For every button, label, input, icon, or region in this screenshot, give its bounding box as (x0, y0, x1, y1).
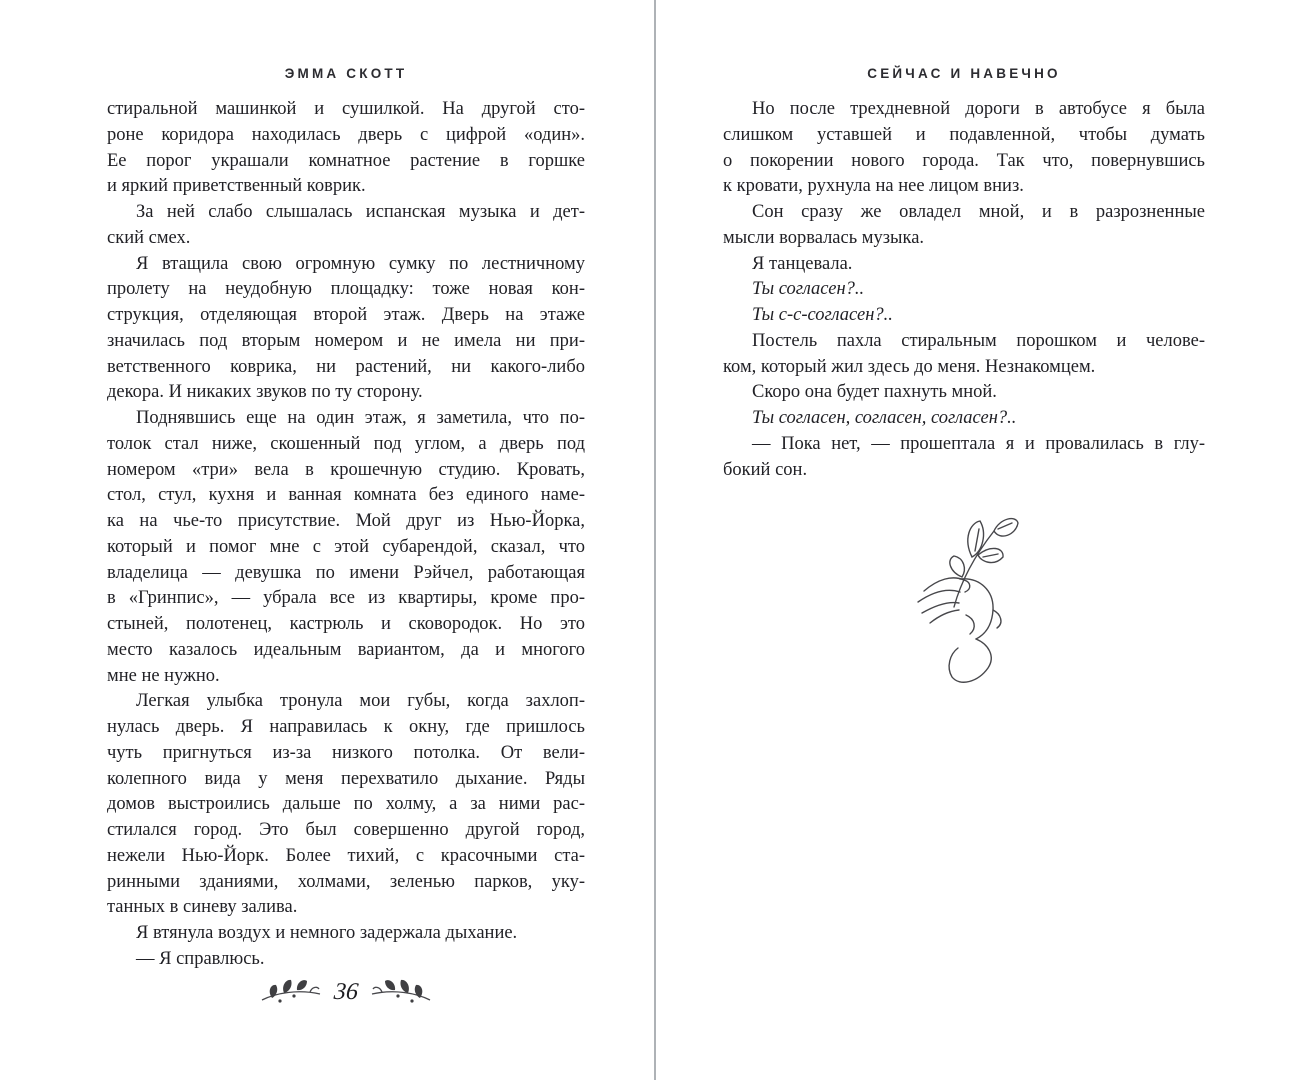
text-line: танных в синеву залива. (107, 897, 298, 918)
right-page-header-title: СЕЙЧАС И НАВЕЧНО (867, 66, 1061, 81)
text-line: который и помог мне с этой субарендой, сказал, что (107, 536, 585, 557)
page-number: 36 (332, 978, 360, 1005)
text-line: Я втащила свою огромную сумку по лестничному (136, 253, 585, 274)
text-line: ринными зданиями, холмами, зеленью парков, уку- (107, 871, 585, 892)
text-line: место казалось идеальным вариантом, да и многого (107, 639, 585, 660)
text-line: колепного вида у меня перехватило дыхание. Ряды (107, 768, 585, 789)
text-line: Ее порог украшали комнатное растение в горшке (107, 150, 585, 171)
text-line: слишком уставшей и подавленной, чтобы думать (723, 124, 1205, 145)
floral-ornament-right-icon (370, 977, 432, 1007)
text-line: к кровати, рухнула на нее лицом вниз. (723, 176, 1024, 197)
text-line: Ты согласен?.. (752, 279, 865, 300)
left-page-header-author: ЭММА СКОТТ (284, 66, 408, 81)
text-line: За ней слабо слышалась испанская музыка и дет- (136, 202, 585, 222)
text-line: ком, который жил здесь до меня. Незнакомцем. (723, 356, 1096, 377)
text-line: Но после трехдневной дороги в автобусе я была (752, 99, 1205, 119)
text-line: значилась под вторым номером и не имела ни при- (107, 330, 585, 351)
text-line: струкция, отделяющая второй этаж. Дверь на этаже (107, 305, 585, 325)
text-line: ка на чье-то присутствие. Мой друг из Нью-Йорка, (107, 511, 585, 531)
text-line: пролету на неудобную площадку: тоже новая кон- (107, 279, 585, 300)
text-line: бокий сон. (723, 459, 808, 480)
text-line: Я втянула воздух и немного задержала дыхание. (136, 923, 518, 943)
text-line: и яркий приветственный коврик. (107, 176, 366, 197)
text-line: стиральной машинкой и сушилкой. На другой сто- (107, 99, 585, 119)
text-line: чуть пригнуться из-за низкого потолка. От вели- (107, 742, 585, 763)
text-line: мне не нужно. (107, 665, 220, 686)
text-line: Я танцевала. (752, 253, 853, 274)
text-line: Легкая улыбка тронула мои губы, когда захлоп- (136, 691, 585, 712)
text-line: роне коридора находилась дверь с цифрой «один». (107, 124, 585, 145)
text-line: Скоро она будет пахнуть мной. (752, 382, 997, 403)
left-page-text (107, 97, 585, 973)
text-line: Постель пахла стиральным порошком и челове- (752, 330, 1205, 351)
text-line: ветственного коврика, ни растений, ни какого-либо (107, 356, 585, 377)
text-line: Ты согласен, согласен, согласен?.. (752, 408, 1017, 428)
hand-with-branch-icon (908, 515, 1020, 695)
text-line: ский смех. (107, 227, 191, 248)
text-line: нежели Нью-Йорк. Более тихий, с красочными ста- (107, 845, 585, 866)
text-line: домов выстроились дальше по холму, а за ними рас- (107, 794, 585, 815)
text-line: декора. И никаких звуков по ту сторону. (107, 382, 423, 403)
left-page-footer (107, 977, 585, 1007)
text-line: стыней, полотенец, кастрюль и сковородок. Но это (107, 614, 585, 634)
text-line: стилался город. Это был совершенно другой город, (107, 820, 585, 840)
text-line: — Я справлюсь. (136, 948, 265, 969)
text-line: владелица — девушка по имени Рэйчел, работающая (107, 562, 585, 583)
floral-ornament-left-icon (260, 977, 322, 1007)
text-line: стол, стул, кухня и ванная комната без единого наме- (107, 485, 585, 506)
text-line: Поднявшись еще на один этаж, я заметила, что по- (136, 408, 585, 428)
text-line: — Пока нет, — прошептала я и провалилась в глу- (752, 433, 1205, 454)
page-divider (654, 0, 656, 1080)
text-line: Ты с-с-согласен?.. (752, 305, 893, 325)
text-line: о покорении нового города. Так что, повернувшись (723, 150, 1205, 171)
text-line: Сон сразу же овладел мной, и в разрозненные (752, 202, 1205, 222)
right-page-text (723, 97, 1205, 483)
text-line: толок стал ниже, скошенный под углом, а дверь под (107, 433, 585, 454)
right-page-illustration (723, 515, 1205, 695)
text-line: в «Гринпис», — убрала все из квартиры, кроме про- (107, 588, 585, 609)
text-line: номером «три» вела в крошечную студию. Кровать, (107, 459, 585, 480)
text-line: мысли ворвалась музыка. (723, 227, 925, 248)
text-line: нулась дверь. Я направилась к окну, где пришлось (107, 717, 585, 737)
